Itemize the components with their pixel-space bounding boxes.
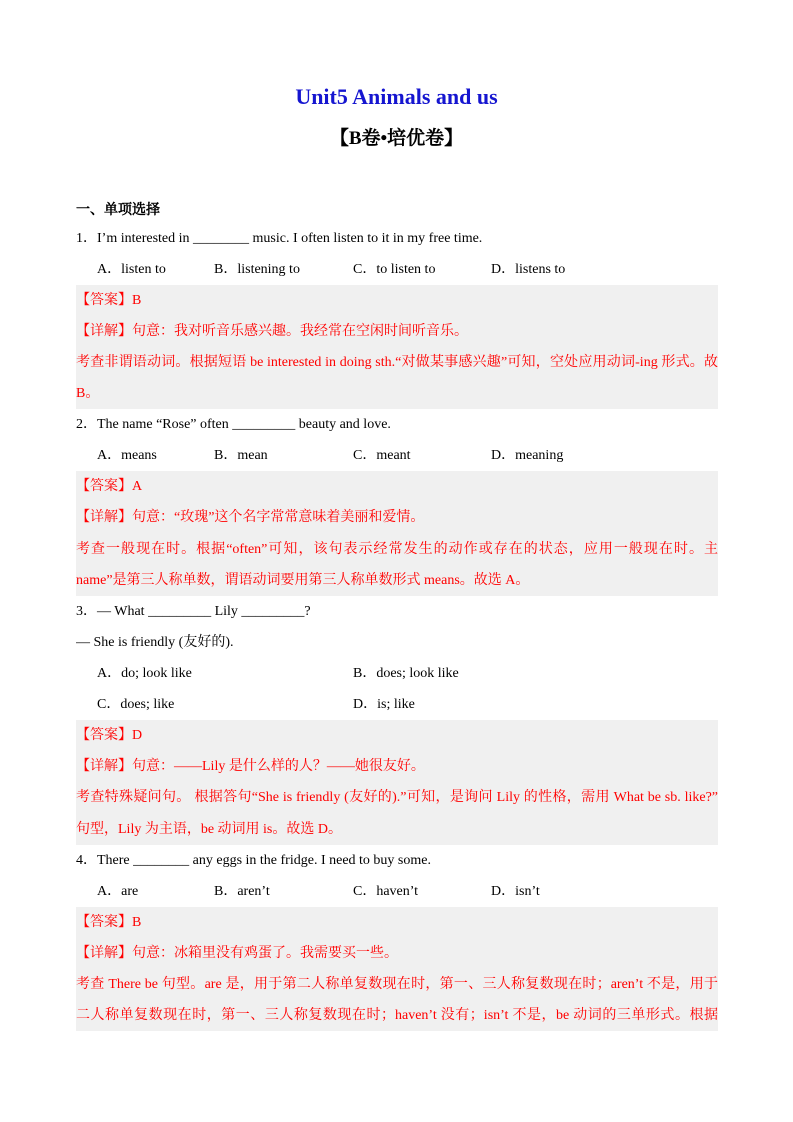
- option-a: A．do; look like: [97, 666, 192, 682]
- analysis-line: 考查非谓语动词。根据短语 be interested in doing sth.“对做某事感兴趣”可知，空处应用动词-ing 形式。故: [76, 354, 718, 370]
- option-c: C．does; like: [97, 697, 175, 713]
- question-stem-response: — She is friendly (友好的).: [76, 634, 234, 650]
- question-list: [76, 223, 718, 1032]
- option-b: B．aren’t: [214, 883, 270, 899]
- analysis-line: 二人称单复数现在时，第一、三人称复数现在时；haven’t 没有；isn’t 不是，be 动词的三单形式。根据: [76, 1008, 718, 1024]
- options-row: [76, 254, 718, 285]
- answer-box: [76, 907, 718, 1031]
- section-heading: 一、单项选择: [76, 203, 160, 218]
- option-b: B．does; look like: [353, 666, 459, 682]
- option-d: D．isn’t: [491, 883, 540, 899]
- options-row: [76, 440, 718, 471]
- detail-line: 【详解】句意：“玫瑰”这个名字常常意味着美丽和爱情。: [76, 510, 425, 526]
- question-stem: 2．The name “Rose” often _________ beauty and love.: [76, 417, 391, 433]
- document-title: Unit5 Animals and us: [295, 84, 498, 109]
- option-c: C．meant: [353, 448, 411, 464]
- options-row: [76, 689, 718, 720]
- question-stem: 3．— What _________ Lily _________?: [76, 603, 311, 619]
- analysis-line: 考查一般现在时。根据“often”可知，该句表示经常发生的动作或存在的状态，应用一般现在时。主: [76, 541, 718, 557]
- option-a: A．are: [97, 883, 139, 899]
- analysis-line: name”是第三人称单数，谓语动词要用第三人称单数形式 means。故选 A。: [76, 572, 530, 588]
- option-d: D．meaning: [491, 448, 564, 464]
- answer-box: [76, 285, 718, 409]
- answer-line: 【答案】B: [76, 914, 142, 930]
- options-row: [76, 876, 718, 907]
- analysis-line: 句型，Lily 为主语，be 动词用 is。故选 D。: [76, 821, 342, 837]
- analysis-line: B。: [76, 386, 100, 402]
- option-c: C．to listen to: [353, 261, 436, 277]
- option-c: C．haven’t: [353, 883, 419, 899]
- question-stem: 4．There ________ any eggs in the fridge. I need to buy some.: [76, 852, 431, 868]
- option-b: B．listening to: [214, 261, 300, 277]
- answer-line: 【答案】D: [76, 728, 143, 744]
- detail-line: 【详解】句意：——Lily 是什么样的人？——她很友好。: [76, 759, 425, 775]
- options-row: [76, 658, 718, 689]
- option-a: A．means: [97, 448, 157, 464]
- document-subtitle: 【B卷•培优卷】: [329, 128, 464, 149]
- analysis-line: 考查 There be 句型。are 是，用于第二人称单复数现在时，第一、三人称复数现在时；aren’t 不是，用于: [76, 977, 718, 993]
- option-a: A．listen to: [97, 261, 166, 277]
- detail-line: 【详解】句意：冰箱里没有鸡蛋了。我需要买一些。: [76, 946, 398, 962]
- answer-box: [76, 471, 718, 595]
- answer-line: 【答案】A: [76, 479, 143, 495]
- answer-line: 【答案】B: [76, 292, 142, 308]
- answer-box: [76, 720, 718, 844]
- analysis-line: 考查特殊疑问句。 根据答句“She is friendly (友好的).”可知，是询问 Lily 的性格，需用 What be sb. like?”: [76, 790, 718, 806]
- detail-line: 【详解】句意：我对听音乐感兴趣。我经常在空闲时间听音乐。: [76, 323, 468, 339]
- option-d: D．listens to: [491, 261, 566, 277]
- option-b: B．mean: [214, 448, 268, 464]
- option-d: D．is; like: [353, 697, 415, 713]
- question-stem: 1．I’m interested in ________ music. I often listen to it in my free time.: [76, 230, 483, 246]
